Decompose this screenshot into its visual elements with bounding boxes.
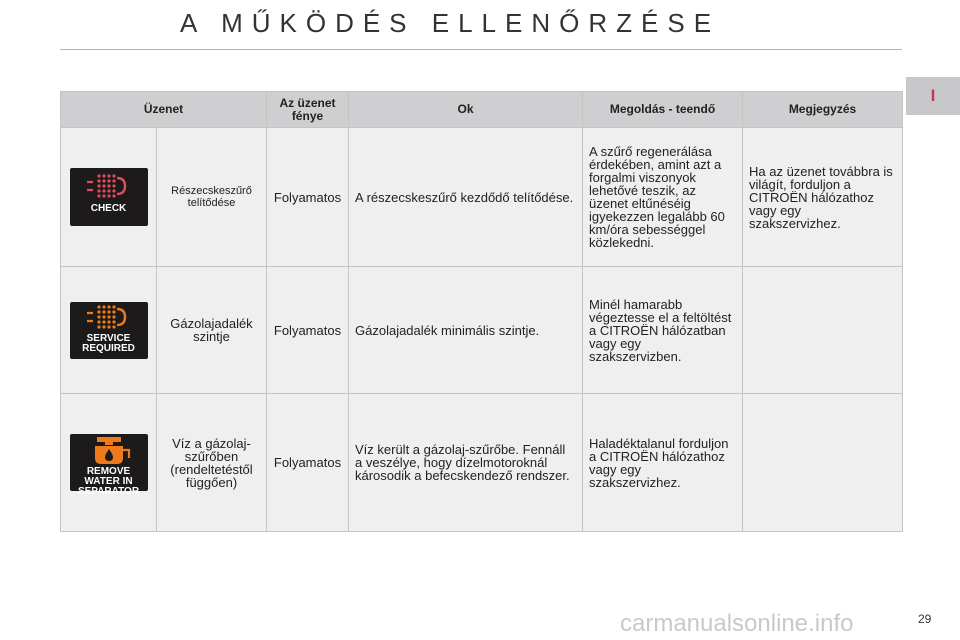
message-solution: Haladéktalanul forduljon a CITROËN hálózathoz vagy egy szakszervizhez. [583,394,743,532]
message-light: Folyamatos [267,394,349,532]
message-remark [743,267,903,394]
icon-cell [61,267,157,394]
icon-cell [61,128,157,267]
header-solution: Megoldás - teendő [583,92,743,128]
water-in-fuel-icon [70,434,148,497]
warning-messages-table [60,91,903,532]
message-cause: Gázolajadalék minimális szintje. [349,267,583,394]
message-cause: Víz került a gázolaj-szűrőbe. Fennáll a veszélye, hogy dízelmotoroknál károsodik a befecskendező rendszer. [349,394,583,532]
message-solution: A szűrő regenerálása érdekében, amint azt a forgalmi viszonyok lehetővé teszik, az üzenet eltűnéséig igyekezzen legalább 60 km/óra sebességgel közlekedni. [583,128,743,267]
message-name: Gázolajadalék szintje [157,267,267,394]
icon-cell [61,394,157,532]
icon-label: CHECK [90,203,127,214]
particle-filter-icon [70,168,148,226]
page-title: A MŰKÖDÉS ELLENŐRZÉSE [179,8,721,38]
page-number: 29 [918,612,932,626]
table-row [61,267,903,394]
message-light: Folyamatos [267,267,349,394]
diesel-additive-icon [70,302,148,359]
header-cause: Ok [349,92,583,128]
table-header-row [61,92,903,128]
icon-label: REMOVE WATER IN SEPARATOR [77,466,140,497]
title-divider [60,49,902,50]
icon-label: SERVICE REQUIRED [82,332,135,354]
header-message: Üzenet [61,92,267,128]
header-remark: Megjegyzés [743,92,903,128]
table-row [61,128,903,267]
watermark: carmanualsonline.info [620,610,854,637]
message-remark: Ha az üzenet továbbra is világít, forduljon a CITROËN hálózathoz vagy egy szakszervizhez. [743,128,903,267]
message-solution: Minél hamarabb végeztesse el a feltöltést a CITROËN hálózatban vagy egy szakszervizben. [583,267,743,394]
message-cause: A részecskeszűrő kezdődő telítődése. [349,128,583,267]
section-tab[interactable]: I [906,77,960,115]
message-light: Folyamatos [267,128,349,267]
message-name: Víz a gázolaj-szűrőben (rendeltetéstől függően) [157,394,267,532]
message-name: Részecskeszűrő telítődése [157,128,267,267]
header-light: Az üzenet fénye [267,92,349,128]
table-row [61,394,903,532]
message-remark [743,394,903,532]
